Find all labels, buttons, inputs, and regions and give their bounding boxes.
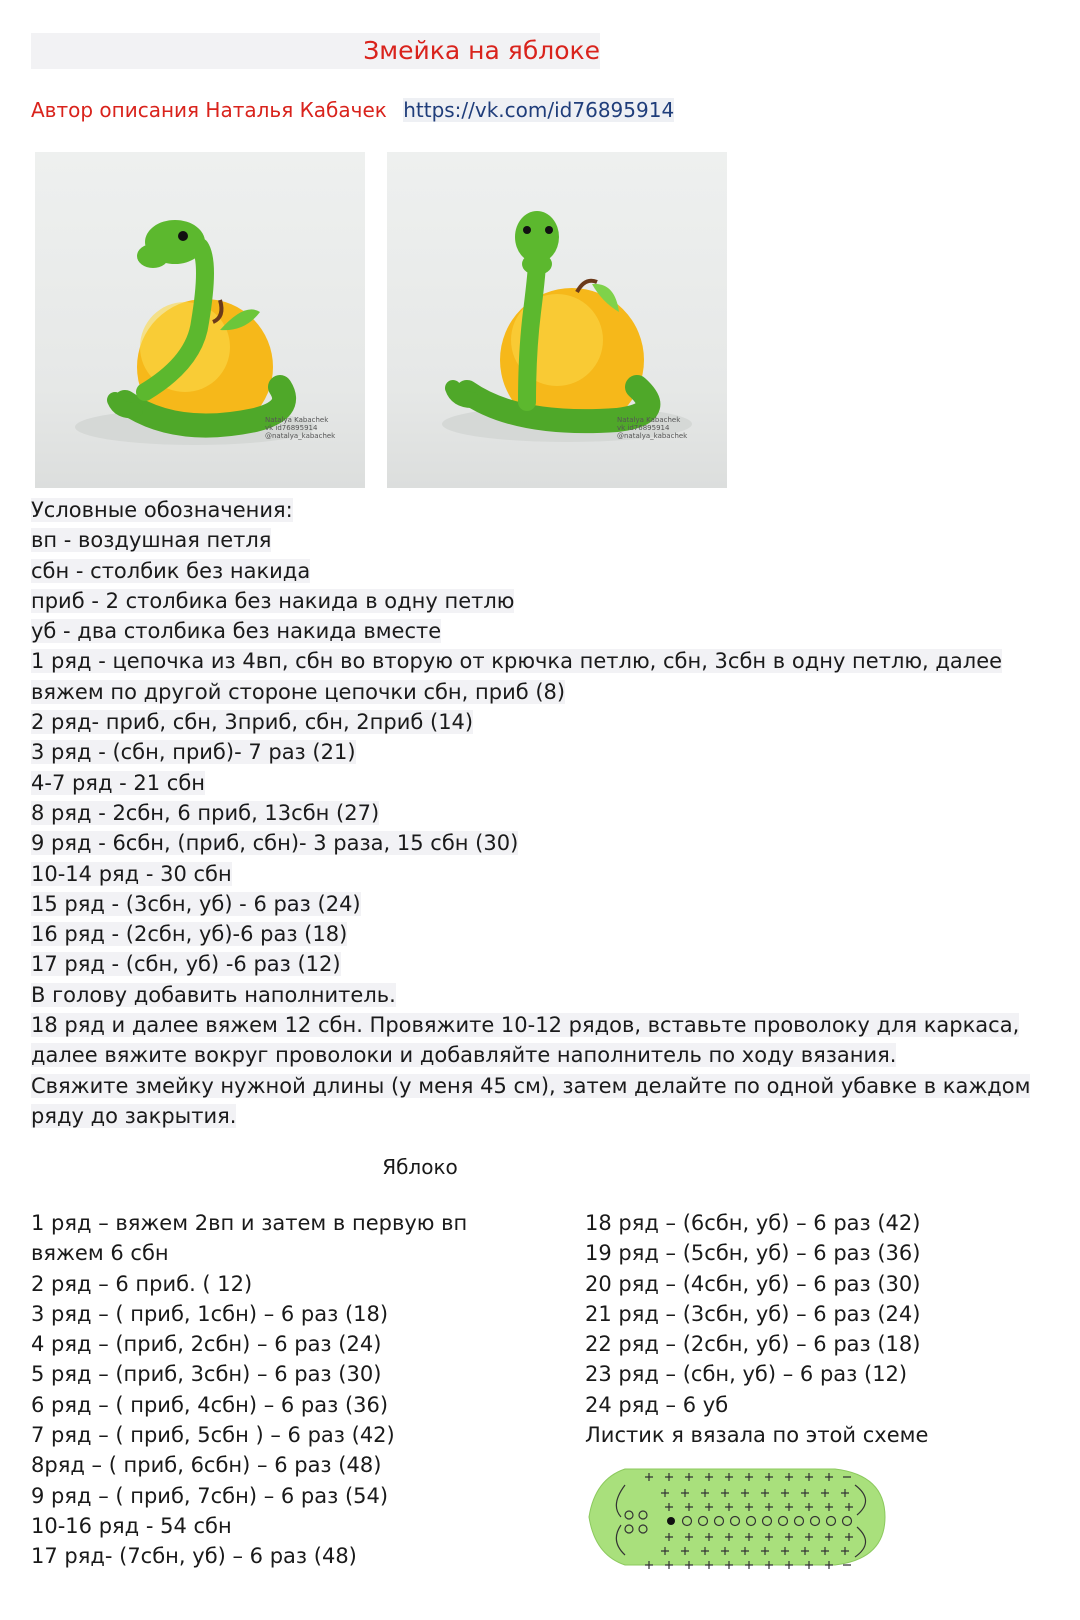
watermark-1-line2: vk id76895914 <box>265 424 318 432</box>
pattern-line: В голову добавить наполнитель. <box>31 982 396 1007</box>
pattern-line: 9 ряд - 6сбн, (приб, сбн)- 3 раза, 15 сбн (30) <box>31 831 519 856</box>
apple-row: 6 ряд – ( приб, 4сбн) – 6 раз (36) <box>31 1392 389 1417</box>
apple-row: 5 ряд – (приб, 3сбн) – 6 раз (30) <box>31 1362 382 1387</box>
scheme-start-dot <box>667 1517 675 1525</box>
snake-pattern-text <box>31 495 1056 1131</box>
watermark-1-line3: @natalya_kabachek <box>265 432 336 440</box>
apple-row: 4 ряд – (приб, 2сбн) – 6 раз (24) <box>31 1332 382 1357</box>
photo-snake-apple-2 <box>387 152 727 488</box>
pattern-line: 2 ряд- приб, сбн, 3приб, сбн, 2приб (14) <box>31 710 474 735</box>
pattern-line: 8 ряд - 2сбн, 6 приб, 13сбн (27) <box>31 800 380 825</box>
pattern-line: 18 ряд и далее вяжем 12 сбн. Провяжите 10-12 рядов, вставьте проволоку для каркаса, <box>31 1013 1020 1038</box>
apple-row: 23 ряд – (сбн, уб) – 6 раз (12) <box>585 1362 908 1387</box>
apple-row: 1 ряд – вяжем 2вп и затем в первую вп <box>31 1211 468 1235</box>
pattern-line: уб - два столбика без накида вместе <box>31 619 442 644</box>
apple-section-title: Яблоко <box>382 1155 458 1179</box>
author-line <box>31 98 674 122</box>
pattern-line: 4-7 ряд - 21 сбн <box>31 770 206 795</box>
photo-snake-apple-1 <box>35 152 365 488</box>
apple-row: 20 ряд – (4сбн, уб) – 6 раз (30) <box>585 1271 921 1296</box>
apple-row: 8ряд – ( приб, 6сбн) – 6 раз (48) <box>31 1453 382 1478</box>
apple-pattern-right <box>585 1208 928 1450</box>
pattern-line: приб - 2 столбика без накида в одну петлю <box>31 588 515 613</box>
pattern-line: далее вяжите вокруг проволоки и добавляйте наполнитель по ходу вязания. <box>31 1043 897 1068</box>
leaf-scheme-caption: Листик я вязала по этой схеме <box>585 1423 929 1448</box>
apple-row: 10-16 ряд - 54 сбн <box>31 1513 232 1538</box>
apple-row: 18 ряд – (6сбн, уб) – 6 раз (42) <box>585 1211 921 1235</box>
watermark-2-line1: Natalya Kabachek <box>617 416 681 424</box>
leaf-crochet-scheme <box>585 1455 895 1579</box>
apple-row: 9 ряд – ( приб, 7сбн) – 6 раз (54) <box>31 1483 389 1508</box>
pattern-line: Условные обозначения: <box>31 498 293 522</box>
pattern-line: Свяжите змейку нужной длины (у меня 45 см), затем делайте по одной убавке в каждом <box>31 1073 1031 1098</box>
pattern-line: ряду до закрытия. <box>31 1103 237 1128</box>
pattern-line: 3 ряд - (сбн, приб)- 7 раз (21) <box>31 740 356 765</box>
pattern-line: 16 ряд - (2сбн, уб)-6 раз (18) <box>31 922 348 947</box>
author-credit: Автор описания Наталья Кабачек <box>31 98 387 122</box>
apple-row: 21 ряд – (3сбн, уб) – 6 раз (24) <box>585 1301 921 1326</box>
apple-row: 22 ряд – (2сбн, уб) – 6 раз (18) <box>585 1332 921 1357</box>
watermark-2-line2: vk id76895914 <box>617 424 670 432</box>
watermark-2-line3: @natalya_kabachek <box>617 432 688 440</box>
pattern-line: 17 ряд - (сбн, уб) -6 раз (12) <box>31 952 341 977</box>
apple-row: 3 ряд – ( приб, 1сбн) – 6 раз (18) <box>31 1301 389 1326</box>
apple-row: 7 ряд – ( приб, 5сбн ) – 6 раз (42) <box>31 1423 395 1448</box>
apple-pattern-left <box>31 1208 467 1572</box>
pattern-line: вяжем по другой стороне цепочки сбн, приб (8) <box>31 679 566 704</box>
pattern-line: 15 ряд - (3сбн, уб) - 6 раз (24) <box>31 891 361 916</box>
apple-row: вяжем 6 сбн <box>31 1241 169 1266</box>
pattern-line: сбн - столбик без накида <box>31 558 311 583</box>
pattern-line: 10-14 ряд - 30 сбн <box>31 861 232 886</box>
apple-row: 2 ряд – 6 приб. ( 12) <box>31 1271 253 1296</box>
apple-row: 17 ряд- (7сбн, уб) – 6 раз (48) <box>31 1544 357 1569</box>
watermark-1-line1: Natalya Kabachek <box>265 416 329 424</box>
apple-row: 24 ряд – 6 уб <box>585 1392 729 1417</box>
author-link[interactable]: https://vk.com/id76895914 <box>403 98 675 122</box>
pattern-line: 1 ряд - цепочка из 4вп, сбн во вторую от крючка петлю, сбн, 3сбн в одну петлю, далее <box>31 649 1003 674</box>
apple-row: 19 ряд – (5сбн, уб) – 6 раз (36) <box>585 1241 921 1266</box>
pattern-line: вп - воздушная петля <box>31 528 272 553</box>
page-title: Змейка на яблоке <box>363 36 600 65</box>
